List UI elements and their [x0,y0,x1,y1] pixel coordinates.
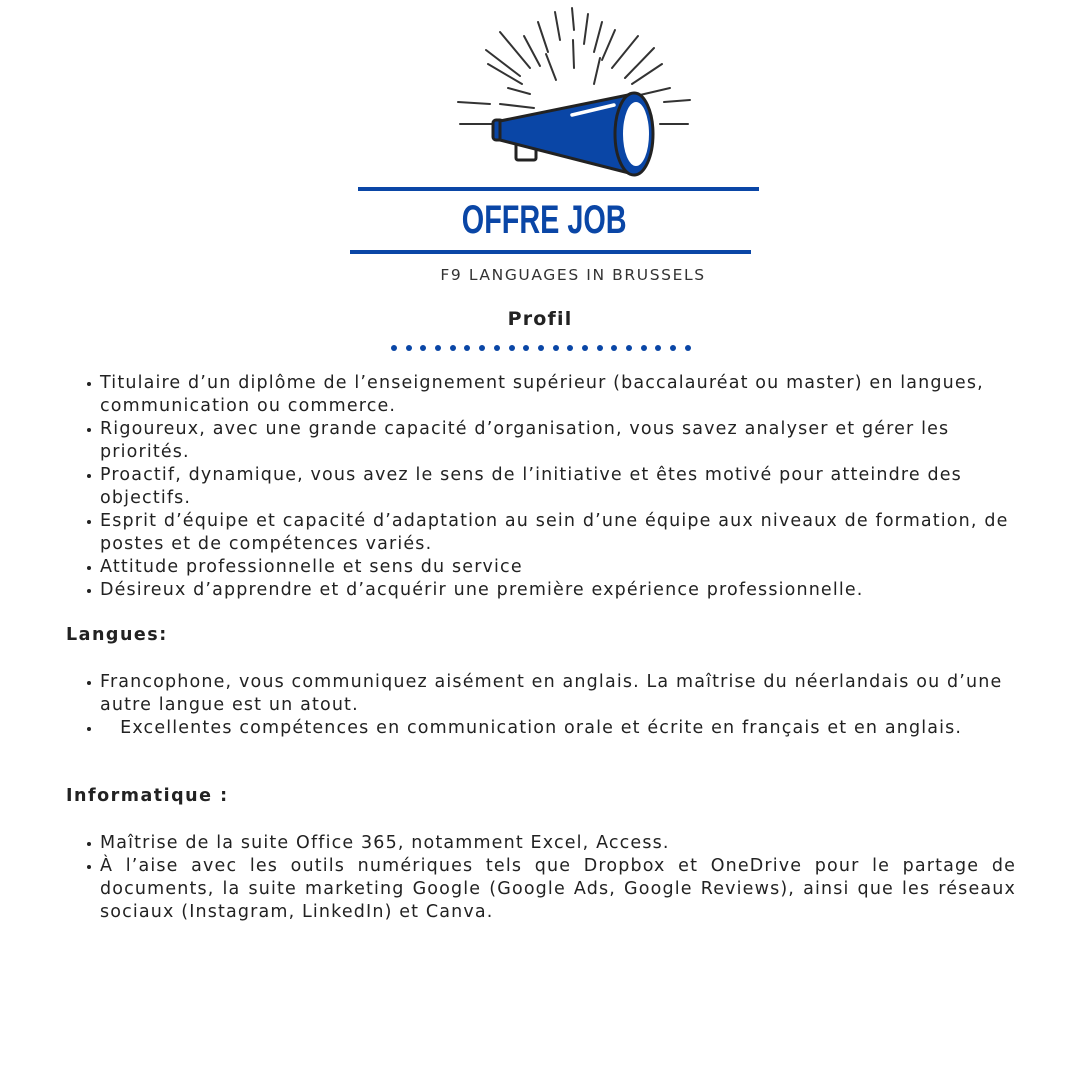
divider-dot [655,345,661,351]
informatique-heading: Informatique : [66,786,229,806]
profil-heading: Profil [507,308,573,330]
title-rule-top [358,187,759,191]
list-item: Excellentes compétences en communication orale et écrite en français et en anglais. [66,717,1016,740]
divider-dot [685,345,691,351]
divider-dot [391,345,397,351]
list-item: Désireux d’apprendre et d’acquérir une première expérience professionnelle. [66,579,1016,602]
divider-dot [553,345,559,351]
list-item: À l’aise avec les outils numériques tels que Dropbox et OneDrive pour le partage de documents, la suite marketing Google (Google Ads, Google Reviews), ainsi que les réseaux sociaux (Instagram, LinkedIn) et Canva. [66,855,1016,924]
list-item: Esprit d’équipe et capacité d’adaptation au sein d’une équipe aux niveaux de formation, de postes et de compétences variés. [66,510,1016,556]
divider-dot [597,345,603,351]
divider-dot [523,345,529,351]
divider-dot [464,345,470,351]
list-item: Rigoureux, avec une grande capacité d’organisation, vous savez analyser et gérer les priorités. [66,418,1016,464]
langues-list [66,671,1016,740]
langues-heading: Langues: [66,625,168,645]
divider-dot [420,345,426,351]
page-title: OFFRE JOB [461,198,627,242]
divider-dot [582,345,588,351]
title-rule-bottom [350,250,751,254]
list-item: Maîtrise de la suite Office 365, notamment Excel, Access. [66,832,1016,855]
megaphone-icon [455,2,695,180]
list-item: Proactif, dynamique, vous avez le sens de l’initiative et êtes motivé pour atteindre des objectifs. [66,464,1016,510]
list-item: Francophone, vous communiquez aisément en anglais. La maîtrise du néerlandais ou d’une autre langue est un atout. [66,671,1016,717]
informatique-list [66,832,1016,924]
divider-dot [435,345,441,351]
list-item: Titulaire d’un diplôme de l’enseignement supérieur (baccalauréat ou master) en langues, communication ou commerce. [66,372,1016,418]
divider-dot [611,345,617,351]
divider-dot [494,345,500,351]
divider-dot [670,345,676,351]
divider-dot [450,345,456,351]
profil-list [66,372,1016,602]
divider-dot [479,345,485,351]
divider-dot [626,345,632,351]
divider-dot [641,345,647,351]
list-item: Attitude professionnelle et sens du service [66,556,1016,579]
page-subtitle: F9 LANGUAGES IN BRUSSELS [440,266,706,284]
divider-dot [406,345,412,351]
divider-dot [538,345,544,351]
dotted-divider [391,342,691,354]
divider-dot [567,345,573,351]
divider-dot [509,345,515,351]
